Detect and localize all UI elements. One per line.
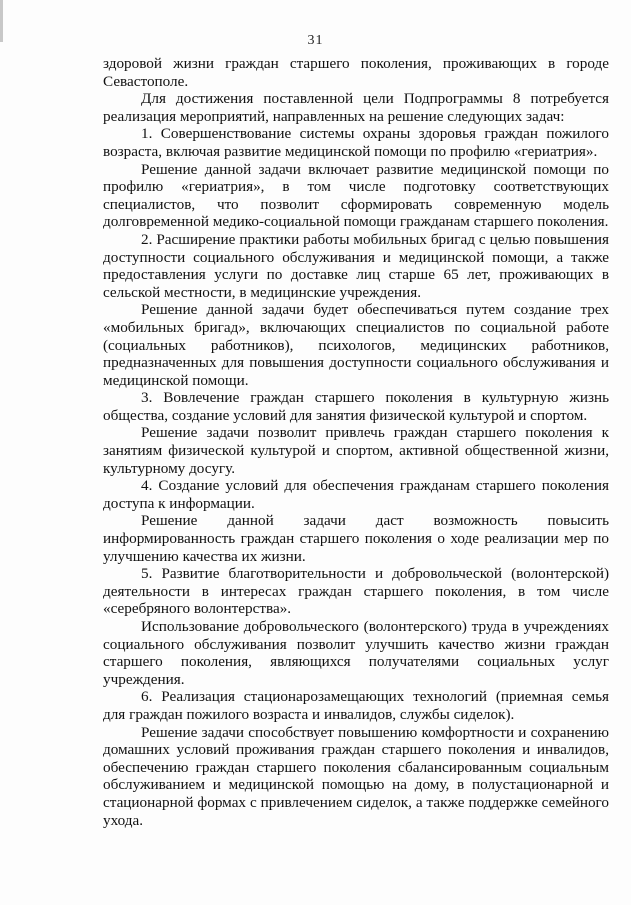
paragraph-continuation: здоровой жизни граждан старшего поколения, проживающих в городе Севастополе. [103, 55, 609, 90]
task-2-solution: Решение данной задачи будет обеспечиваться путем создание трех «мобильных бригад», включающих специалистов по социальной работе (социальных работников), психологов, медицинских работников, предназначенных для повышения доступности социального обслуживания и медицинской помощи. [103, 301, 609, 389]
page-number: 31 [307, 33, 324, 48]
task-5-heading: 5. Развитие благотворительности и добровольческой (волонтерской) деятельности в интересах граждан старшего поколения, в том числе «серебряного волонтерства». [103, 565, 609, 618]
task-3-heading: 3. Вовлечение граждан старшего поколения в культурную жизнь общества, создание условий для занятия физической культурой и спортом. [103, 389, 609, 424]
task-6-solution: Решение задачи способствует повышению комфортности и сохранению домашних условий проживания граждан старшего поколения и инвалидов, обеспечению граждан старшего поколения сбалансированным социальным обслуживанием и медицинской помощью на дому, в полустационарной и стационарной формах с привлечением сиделок, а также поддержке семейного ухода. [103, 723, 609, 829]
task-1-heading: 1. Совершенствование системы охраны здоровья граждан пожилого возраста, включая развитие медицинской помощи по профилю «гериатрия». [103, 125, 609, 160]
task-4-heading: 4. Создание условий для обеспечения гражданам старшего поколения доступа к информации. [103, 477, 609, 512]
task-4-solution: Решение данной задачи даст возможность повысить информированность граждан старшего поколения о ходе реализации мер по улучшению качества их жизни. [103, 512, 609, 565]
task-2-heading: 2. Расширение практики работы мобильных бригад с целью повышения доступности социального обслуживания и медицинской помощи, а также предоставления услуги по доставке лиц старше 65 лет, проживающих в сельской местности, в медицинские учреждения. [103, 230, 609, 301]
task-1-solution: Решение данной задачи включает развитие медицинской помощи по профилю «гериатрия», в том числе подготовку соответствующих специалистов, что позволит сформировать современную модель долговременной медико-социальной помощи гражданам старшего поколения. [103, 160, 609, 231]
task-6-heading: 6. Реализация стационарозамещающих технологий (приемная семья для граждан пожилого возраста и инвалидов, службы сиделок). [103, 688, 609, 723]
task-3-solution: Решение задачи позволит привлечь граждан старшего поколения к занятиям физической культурой и спортом, активной общественной жизни, культурному досугу. [103, 424, 609, 477]
task-5-solution: Использование добровольческого (волонтерского) труда в учреждениях социального обслуживания позволит улучшить качество жизни граждан старшего поколения, являющихся получателями социальных услуг учреждения. [103, 618, 609, 688]
paragraph-intro: Для достижения поставленной цели Подпрограммы 8 потребуется реализация мероприятий, направленных на решение следующих задач: [103, 90, 609, 125]
document-body [103, 55, 609, 829]
